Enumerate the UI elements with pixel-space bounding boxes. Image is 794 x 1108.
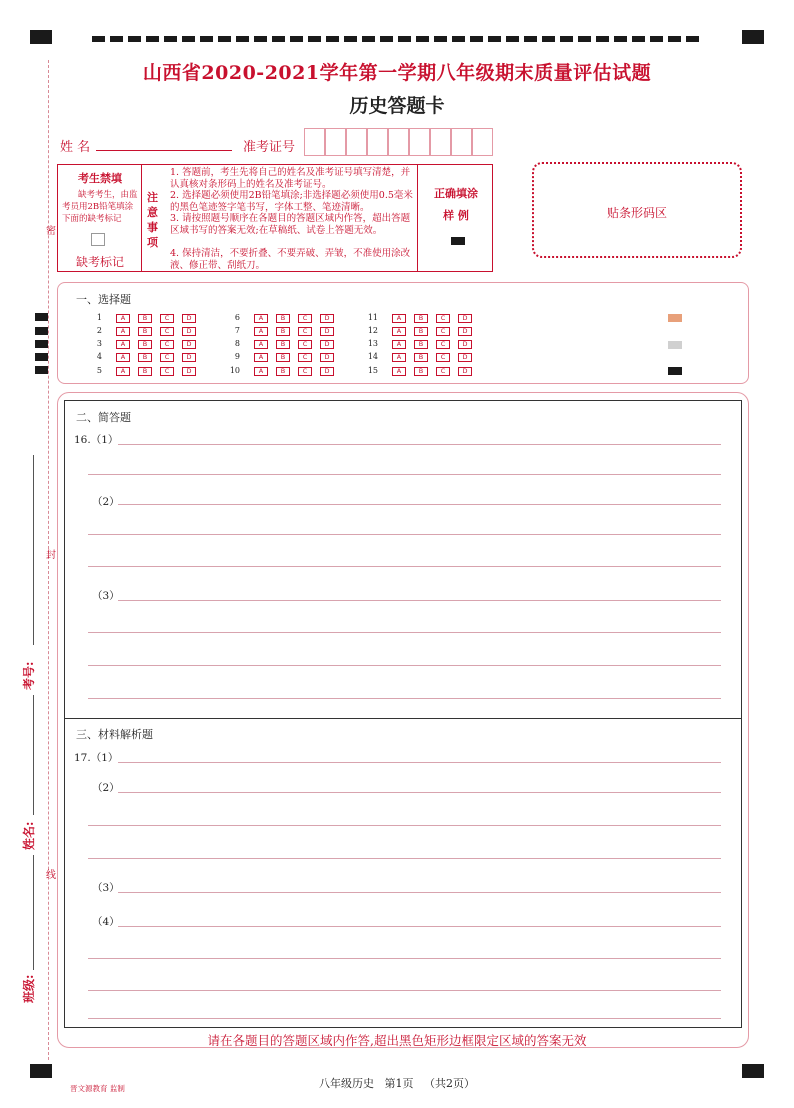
question-number: 7 bbox=[234, 326, 240, 335]
answer-bubble-b[interactable]: B bbox=[276, 327, 290, 336]
q16-sub1-label: 16.（1） bbox=[74, 434, 119, 446]
answer-line[interactable] bbox=[88, 858, 721, 859]
name-label: 姓 名 bbox=[60, 140, 91, 155]
answer-line[interactable] bbox=[88, 698, 721, 699]
answer-bubble-a[interactable]: A bbox=[116, 340, 130, 349]
info-divider bbox=[141, 164, 142, 272]
corner-marker-tr bbox=[742, 30, 764, 44]
question-number: 15 bbox=[367, 366, 378, 375]
bottom-notice: 请在各题目的答题区域内作答,超出黑色矩形边框限定区域的答案无效 bbox=[207, 1033, 587, 1048]
answer-bubble-b[interactable]: B bbox=[414, 314, 428, 323]
answer-line[interactable] bbox=[88, 632, 721, 633]
side-name-line bbox=[33, 695, 34, 815]
side-exam-no-line bbox=[33, 455, 34, 645]
answer-bubble-c[interactable]: C bbox=[436, 340, 450, 349]
notice-title: 注意事项 bbox=[147, 191, 158, 249]
answer-bubble-b[interactable]: B bbox=[414, 340, 428, 349]
page-subtitle: 历史答题卡 bbox=[349, 95, 445, 117]
answer-line[interactable] bbox=[88, 825, 721, 826]
answer-bubble-b[interactable]: B bbox=[414, 367, 428, 376]
answer-bubble-a[interactable]: A bbox=[116, 353, 130, 362]
answer-line[interactable] bbox=[118, 600, 721, 601]
section-material-title: 三、材料解析题 bbox=[76, 728, 153, 741]
timing-mark bbox=[35, 340, 48, 348]
top-timing-strip bbox=[92, 36, 702, 42]
answer-bubble-d[interactable]: D bbox=[458, 327, 472, 336]
answer-bubble-b[interactable]: B bbox=[138, 353, 152, 362]
question-number: 8 bbox=[234, 339, 240, 348]
answer-bubble-d[interactable]: D bbox=[458, 340, 472, 349]
corner-marker-tl bbox=[30, 30, 52, 44]
answer-bubble-a[interactable]: A bbox=[116, 367, 130, 376]
answer-bubble-c[interactable]: C bbox=[436, 327, 450, 336]
q17-sub4-label: （4） bbox=[92, 916, 120, 928]
answer-bubble-a[interactable]: A bbox=[116, 314, 130, 323]
answer-bubble-c[interactable]: C bbox=[298, 340, 312, 349]
section-choice-title: 一、选择题 bbox=[76, 293, 131, 306]
exam-id-cell[interactable] bbox=[409, 128, 430, 156]
answer-bubble-d[interactable]: D bbox=[182, 314, 196, 323]
question-number: 6 bbox=[234, 313, 240, 322]
answer-bubble-a[interactable]: A bbox=[392, 367, 406, 376]
color-swatch bbox=[668, 367, 682, 375]
answer-bubble-d[interactable]: D bbox=[182, 340, 196, 349]
answer-bubble-d[interactable]: D bbox=[320, 353, 334, 362]
answer-bubble-d[interactable]: D bbox=[320, 340, 334, 349]
question-number: 12 bbox=[367, 326, 378, 335]
answer-line[interactable] bbox=[118, 892, 721, 893]
answer-bubble-a[interactable]: A bbox=[392, 327, 406, 336]
absent-checkbox[interactable] bbox=[91, 233, 105, 246]
question-number: 3 bbox=[96, 339, 102, 348]
answer-line[interactable] bbox=[118, 926, 721, 927]
barcode-label: 贴条形码区 bbox=[606, 206, 667, 220]
answer-bubble-c[interactable]: C bbox=[160, 314, 174, 323]
answer-line[interactable] bbox=[88, 534, 721, 535]
side-mark-top: 密 bbox=[46, 226, 56, 237]
exam-id-cell[interactable] bbox=[451, 128, 472, 156]
question-number: 1 bbox=[96, 313, 102, 322]
side-class-line bbox=[33, 855, 34, 970]
info-divider bbox=[417, 164, 418, 272]
answer-bubble-d[interactable]: D bbox=[458, 314, 472, 323]
footer-left: 晋文源教育 监制 bbox=[70, 1084, 125, 1093]
question-number: 4 bbox=[96, 352, 102, 361]
answer-line[interactable] bbox=[88, 990, 721, 991]
answer-bubble-b[interactable]: B bbox=[276, 340, 290, 349]
section-divider bbox=[64, 718, 742, 719]
page-title: 山西省2020-2021学年第一学期八年级期末质量评估试题 bbox=[142, 62, 652, 84]
answer-bubble-b[interactable]: B bbox=[276, 367, 290, 376]
answer-bubble-c[interactable]: C bbox=[436, 353, 450, 362]
answer-bubble-a[interactable]: A bbox=[392, 353, 406, 362]
answer-line[interactable] bbox=[88, 474, 721, 475]
fill-example-mark bbox=[451, 237, 465, 245]
answer-line[interactable] bbox=[118, 792, 721, 793]
side-mark-low: 线 bbox=[46, 870, 56, 881]
answer-bubble-b[interactable]: B bbox=[138, 327, 152, 336]
answer-bubble-b[interactable]: B bbox=[276, 314, 290, 323]
notice-item: 4. 保持清洁，不要折叠、不要弄破、弄皱，不准使用涂改液、修正带、刮纸刀。 bbox=[170, 248, 411, 271]
answer-line[interactable] bbox=[118, 444, 721, 445]
side-exam-no-label: 考号: bbox=[22, 661, 36, 690]
side-name-label: 姓名: bbox=[22, 821, 36, 850]
footer-center: 八年级历史 第1页 （共2页） bbox=[319, 1077, 475, 1090]
color-swatch bbox=[668, 314, 682, 322]
fill-example-title: 正确填涂 bbox=[434, 187, 478, 200]
answer-bubble-d[interactable]: D bbox=[182, 327, 196, 336]
fill-example-sub: 样 例 bbox=[443, 209, 469, 222]
answer-bubble-a[interactable]: A bbox=[116, 327, 130, 336]
answer-bubble-c[interactable]: C bbox=[298, 327, 312, 336]
answer-bubble-a[interactable]: A bbox=[392, 314, 406, 323]
answer-bubble-d[interactable]: D bbox=[320, 327, 334, 336]
answer-line[interactable] bbox=[88, 958, 721, 959]
color-swatch bbox=[668, 341, 682, 349]
answer-bubble-d[interactable]: D bbox=[458, 353, 472, 362]
answer-line[interactable] bbox=[88, 1018, 721, 1019]
answer-bubble-c[interactable]: C bbox=[160, 353, 174, 362]
answer-bubble-d[interactable]: D bbox=[458, 367, 472, 376]
question-number: 10 bbox=[229, 366, 240, 375]
answer-bubble-d[interactable]: D bbox=[320, 314, 334, 323]
forbidden-title: 考生禁填 bbox=[78, 172, 122, 185]
answer-bubble-c[interactable]: C bbox=[298, 367, 312, 376]
answer-bubble-a[interactable]: A bbox=[392, 340, 406, 349]
side-mark-mid: 封 bbox=[46, 550, 56, 561]
exam-id-label: 准考证号 bbox=[243, 140, 296, 155]
forbidden-text: 缺考考生，由监考员用2B铅笔填涂下面的缺考标记 bbox=[62, 190, 138, 224]
answer-bubble-d[interactable]: D bbox=[320, 367, 334, 376]
exam-id-cell[interactable] bbox=[346, 128, 367, 156]
answer-line[interactable] bbox=[118, 762, 721, 763]
answer-line[interactable] bbox=[88, 665, 721, 666]
answer-bubble-a[interactable]: A bbox=[254, 340, 268, 349]
exam-id-cell[interactable] bbox=[325, 128, 346, 156]
answer-bubble-c[interactable]: C bbox=[436, 367, 450, 376]
answer-bubble-b[interactable]: B bbox=[276, 353, 290, 362]
notice-item: 1. 答题前，考生先将自己的姓名及准考证号填写清楚，并认真核对条形码上的姓名及准考证号。 bbox=[170, 167, 411, 190]
question-number: 5 bbox=[96, 366, 102, 375]
answer-bubble-b[interactable]: B bbox=[414, 353, 428, 362]
timing-mark bbox=[35, 327, 48, 335]
answer-bubble-a[interactable]: A bbox=[254, 367, 268, 376]
exam-id-cell[interactable] bbox=[388, 128, 409, 156]
answer-bubble-d[interactable]: D bbox=[182, 367, 196, 376]
answer-bubble-b[interactable]: B bbox=[414, 327, 428, 336]
exam-id-cell[interactable] bbox=[472, 128, 493, 156]
question-number: 9 bbox=[234, 352, 240, 361]
exam-id-cell[interactable] bbox=[367, 128, 388, 156]
q16-sub3-label: （3） bbox=[92, 590, 120, 602]
timing-mark bbox=[35, 353, 48, 361]
absent-label: 缺考标记 bbox=[75, 255, 124, 269]
answer-bubble-a[interactable]: A bbox=[254, 327, 268, 336]
section-short-title: 二、简答题 bbox=[76, 411, 131, 424]
name-field[interactable] bbox=[96, 133, 232, 151]
answer-bubble-b[interactable]: B bbox=[138, 314, 152, 323]
q17-sub2-label: （2） bbox=[92, 782, 120, 794]
q17-sub1-label: 17.（1） bbox=[74, 752, 119, 764]
answer-bubble-c[interactable]: C bbox=[160, 367, 174, 376]
answer-bubble-c[interactable]: C bbox=[160, 340, 174, 349]
timing-mark bbox=[35, 366, 48, 374]
answer-bubble-c[interactable]: C bbox=[160, 327, 174, 336]
answer-bubble-d[interactable]: D bbox=[182, 353, 196, 362]
answer-line[interactable] bbox=[118, 504, 721, 505]
answer-area-frame bbox=[64, 400, 742, 1028]
notice-item: 3. 请按照题号顺序在各题目的答题区域内作答，超出答题区域书写的答案无效;在草稿纸、试卷上答题无效。 bbox=[170, 213, 411, 236]
question-number: 2 bbox=[96, 326, 102, 335]
side-class-label: 班级: bbox=[22, 974, 36, 1003]
answer-bubble-a[interactable]: A bbox=[254, 353, 268, 362]
notice-item: 2. 选择题必须使用2B铅笔填涂;非选择题必须使用0.5毫米的黑色笔迹签字笔书写，字体工整、笔迹清晰。 bbox=[170, 190, 413, 213]
answer-line[interactable] bbox=[88, 566, 721, 567]
q17-sub3-label: （3） bbox=[92, 882, 120, 894]
timing-mark bbox=[35, 313, 48, 321]
exam-id-cell[interactable] bbox=[430, 128, 451, 156]
answer-bubble-a[interactable]: A bbox=[254, 314, 268, 323]
exam-id-cell[interactable] bbox=[304, 128, 325, 156]
answer-bubble-b[interactable]: B bbox=[138, 340, 152, 349]
answer-bubble-c[interactable]: C bbox=[298, 353, 312, 362]
question-number: 13 bbox=[367, 339, 378, 348]
answer-bubble-c[interactable]: C bbox=[298, 314, 312, 323]
question-number: 11 bbox=[367, 313, 378, 322]
q16-sub2-label: （2） bbox=[92, 496, 120, 508]
question-number: 14 bbox=[367, 352, 378, 361]
answer-bubble-b[interactable]: B bbox=[138, 367, 152, 376]
answer-bubble-c[interactable]: C bbox=[436, 314, 450, 323]
